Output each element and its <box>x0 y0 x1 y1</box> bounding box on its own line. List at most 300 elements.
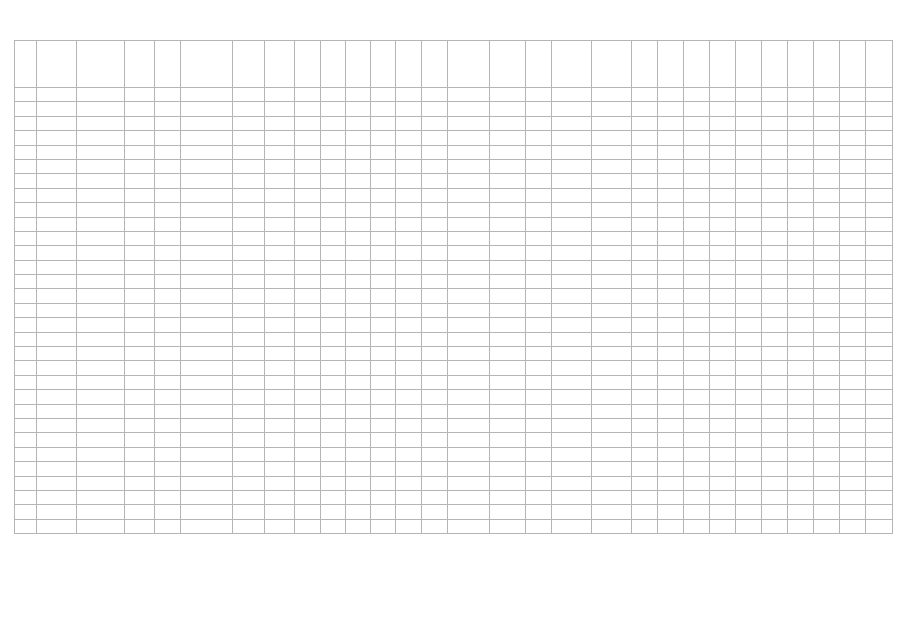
table-cell <box>155 188 181 202</box>
table-cell <box>77 332 125 346</box>
table-cell <box>762 174 788 188</box>
table-cell <box>788 519 814 533</box>
table-cell <box>736 519 762 533</box>
table-cell <box>632 404 658 418</box>
table-cell <box>814 418 840 432</box>
table-cell <box>762 390 788 404</box>
col-header <box>526 41 552 88</box>
table-cell <box>552 203 592 217</box>
table-cell <box>77 318 125 332</box>
table-cell <box>736 433 762 447</box>
table-cell <box>37 188 77 202</box>
table-cell <box>37 102 77 116</box>
table-cell <box>233 289 265 303</box>
table-cell <box>592 519 632 533</box>
table-cell <box>710 375 736 389</box>
table-cell <box>346 447 371 461</box>
table-cell <box>552 347 592 361</box>
table-cell <box>371 131 396 145</box>
table-cell <box>592 131 632 145</box>
table-cell <box>37 289 77 303</box>
table-cell <box>181 433 233 447</box>
table-cell <box>321 131 346 145</box>
table-cell <box>592 88 632 102</box>
table-cell <box>762 131 788 145</box>
table-cell <box>840 433 866 447</box>
table-cell <box>181 375 233 389</box>
col-header <box>814 41 840 88</box>
table-row <box>15 188 893 202</box>
table-cell <box>37 159 77 173</box>
table-cell <box>840 375 866 389</box>
table-cell <box>632 260 658 274</box>
table-cell <box>265 174 295 188</box>
table-cell <box>814 260 840 274</box>
table-cell <box>321 332 346 346</box>
table-cell <box>632 203 658 217</box>
table-cell <box>592 303 632 317</box>
table-cell <box>295 174 321 188</box>
table-cell <box>490 390 526 404</box>
table-cell <box>448 217 490 231</box>
table-cell <box>77 131 125 145</box>
table-cell <box>233 361 265 375</box>
table-cell <box>346 188 371 202</box>
table-cell <box>736 145 762 159</box>
table-cell <box>77 447 125 461</box>
table-cell <box>762 433 788 447</box>
table-cell <box>736 88 762 102</box>
table-cell <box>490 116 526 130</box>
table-cell <box>321 188 346 202</box>
table-cell <box>422 447 448 461</box>
table-cell <box>321 476 346 490</box>
table-cell <box>490 145 526 159</box>
table-cell <box>321 260 346 274</box>
table-cell <box>736 361 762 375</box>
table-cell <box>181 231 233 245</box>
table-cell <box>396 145 422 159</box>
table-cell <box>346 462 371 476</box>
table-cell <box>37 145 77 159</box>
table-cell <box>632 174 658 188</box>
table-cell <box>371 188 396 202</box>
table-cell <box>346 390 371 404</box>
table-cell <box>526 433 552 447</box>
table-cell <box>396 361 422 375</box>
table-cell <box>396 332 422 346</box>
table-cell <box>762 490 788 504</box>
table-cell <box>490 159 526 173</box>
table-cell <box>490 275 526 289</box>
table-cell <box>155 447 181 461</box>
table-cell <box>762 375 788 389</box>
table-cell <box>814 102 840 116</box>
table-cell <box>371 289 396 303</box>
table-cell <box>736 476 762 490</box>
table-cell <box>684 490 710 504</box>
table-cell <box>788 318 814 332</box>
table-cell <box>866 447 893 461</box>
table-cell <box>840 159 866 173</box>
table-cell <box>552 246 592 260</box>
table-cell <box>396 246 422 260</box>
table-cell <box>77 188 125 202</box>
table-cell <box>125 433 155 447</box>
table-cell <box>396 260 422 274</box>
table-cell <box>155 203 181 217</box>
table-cell <box>552 303 592 317</box>
table-cell <box>788 361 814 375</box>
table-cell <box>321 246 346 260</box>
table-cell <box>526 447 552 461</box>
table-cell <box>814 246 840 260</box>
table-cell <box>321 116 346 130</box>
table-cell <box>321 490 346 504</box>
table-cell <box>448 505 490 519</box>
table-cell <box>684 462 710 476</box>
table-cell <box>632 318 658 332</box>
col-header <box>552 41 592 88</box>
table-cell <box>321 174 346 188</box>
table-cell <box>15 418 37 432</box>
table-row <box>15 246 893 260</box>
table-row <box>15 433 893 447</box>
table-cell <box>710 116 736 130</box>
col-header <box>684 41 710 88</box>
table-cell <box>448 462 490 476</box>
table-cell <box>422 462 448 476</box>
table-cell <box>37 404 77 418</box>
table-cell <box>788 88 814 102</box>
table-cell <box>840 231 866 245</box>
table-cell <box>396 289 422 303</box>
table-cell <box>422 433 448 447</box>
table-cell <box>346 275 371 289</box>
table-cell <box>155 418 181 432</box>
table-cell <box>155 289 181 303</box>
table-cell <box>155 318 181 332</box>
table-cell <box>866 490 893 504</box>
table-cell <box>181 289 233 303</box>
table-cell <box>321 289 346 303</box>
table-cell <box>155 347 181 361</box>
table-cell <box>866 246 893 260</box>
table-cell <box>658 361 684 375</box>
table-cell <box>77 88 125 102</box>
table-row <box>15 217 893 231</box>
table-cell <box>552 260 592 274</box>
col-header <box>233 41 265 88</box>
table-cell <box>422 131 448 145</box>
table-cell <box>422 347 448 361</box>
table-cell <box>346 418 371 432</box>
table-cell <box>684 275 710 289</box>
table-cell <box>840 303 866 317</box>
table-cell <box>762 418 788 432</box>
table-cell <box>632 145 658 159</box>
table-cell <box>736 203 762 217</box>
table-cell <box>658 217 684 231</box>
table-cell <box>788 462 814 476</box>
table-cell <box>371 462 396 476</box>
table-cell <box>736 462 762 476</box>
table-cell <box>371 519 396 533</box>
table-cell <box>592 318 632 332</box>
table-cell <box>736 418 762 432</box>
table-cell <box>265 476 295 490</box>
table-cell <box>233 519 265 533</box>
table-cell <box>710 404 736 418</box>
table-cell <box>736 289 762 303</box>
table-cell <box>632 519 658 533</box>
table-cell <box>592 404 632 418</box>
table-cell <box>233 188 265 202</box>
table-cell <box>552 131 592 145</box>
table-cell <box>15 131 37 145</box>
table-cell <box>295 347 321 361</box>
table-cell <box>371 275 396 289</box>
table-cell <box>321 462 346 476</box>
table-cell <box>710 88 736 102</box>
table-cell <box>814 318 840 332</box>
table-cell <box>15 246 37 260</box>
table-cell <box>866 375 893 389</box>
table-cell <box>814 490 840 504</box>
table-cell <box>125 390 155 404</box>
table-cell <box>321 433 346 447</box>
table-body <box>15 88 893 534</box>
table-cell <box>448 159 490 173</box>
table-cell <box>526 476 552 490</box>
table-cell <box>77 476 125 490</box>
table-cell <box>592 447 632 461</box>
table-cell <box>684 145 710 159</box>
table-cell <box>592 390 632 404</box>
table-cell <box>15 433 37 447</box>
table-cell <box>295 476 321 490</box>
table-cell <box>710 145 736 159</box>
table-cell <box>736 375 762 389</box>
table-cell <box>37 246 77 260</box>
table-cell <box>295 447 321 461</box>
table-cell <box>710 275 736 289</box>
table-cell <box>632 375 658 389</box>
table-cell <box>710 102 736 116</box>
table-cell <box>490 490 526 504</box>
table-cell <box>840 462 866 476</box>
table-cell <box>77 231 125 245</box>
table-cell <box>788 433 814 447</box>
table-cell <box>592 462 632 476</box>
table-cell <box>448 361 490 375</box>
table-cell <box>448 260 490 274</box>
table-cell <box>736 275 762 289</box>
table-cell <box>840 217 866 231</box>
table-cell <box>490 347 526 361</box>
table-cell <box>295 102 321 116</box>
table-cell <box>840 447 866 461</box>
table-cell <box>788 505 814 519</box>
table-cell <box>125 116 155 130</box>
table-cell <box>321 404 346 418</box>
table-cell <box>125 246 155 260</box>
table-cell <box>736 102 762 116</box>
table-cell <box>181 159 233 173</box>
table-cell <box>632 476 658 490</box>
table-cell <box>448 88 490 102</box>
table-cell <box>814 116 840 130</box>
table-cell <box>181 188 233 202</box>
table-cell <box>710 462 736 476</box>
table-cell <box>233 159 265 173</box>
table-cell <box>346 332 371 346</box>
table-cell <box>840 332 866 346</box>
table-cell <box>346 246 371 260</box>
table-cell <box>15 203 37 217</box>
table-cell <box>37 275 77 289</box>
col-header <box>592 41 632 88</box>
table-cell <box>265 375 295 389</box>
table-row <box>15 289 893 303</box>
table-cell <box>233 462 265 476</box>
table-cell <box>265 361 295 375</box>
table-cell <box>592 347 632 361</box>
table-cell <box>295 404 321 418</box>
table-cell <box>37 519 77 533</box>
table-cell <box>371 318 396 332</box>
table-cell <box>788 275 814 289</box>
table-cell <box>448 404 490 418</box>
table-cell <box>346 519 371 533</box>
table-cell <box>422 490 448 504</box>
table-cell <box>552 433 592 447</box>
table-cell <box>592 102 632 116</box>
table-cell <box>295 116 321 130</box>
table-cell <box>814 231 840 245</box>
table-cell <box>77 102 125 116</box>
table-cell <box>346 303 371 317</box>
table-cell <box>684 390 710 404</box>
table-cell <box>736 318 762 332</box>
table-row <box>15 332 893 346</box>
table-cell <box>265 246 295 260</box>
table-cell <box>371 476 396 490</box>
table-cell <box>233 303 265 317</box>
table-cell <box>295 490 321 504</box>
table-cell <box>321 375 346 389</box>
table-cell <box>684 404 710 418</box>
table-cell <box>710 476 736 490</box>
table-cell <box>684 102 710 116</box>
table-cell <box>762 289 788 303</box>
table-cell <box>526 246 552 260</box>
table-cell <box>762 116 788 130</box>
table-cell <box>490 131 526 145</box>
table-cell <box>762 462 788 476</box>
table-cell <box>155 145 181 159</box>
table-cell <box>77 217 125 231</box>
table-cell <box>866 433 893 447</box>
table-cell <box>155 231 181 245</box>
table-cell <box>396 462 422 476</box>
col-header <box>321 41 346 88</box>
table-cell <box>710 246 736 260</box>
table-cell <box>866 188 893 202</box>
table-cell <box>233 390 265 404</box>
table-cell <box>125 375 155 389</box>
table-cell <box>15 116 37 130</box>
table-cell <box>840 361 866 375</box>
table-row <box>15 490 893 504</box>
table-cell <box>736 174 762 188</box>
table-cell <box>396 519 422 533</box>
table-cell <box>710 418 736 432</box>
table-cell <box>233 145 265 159</box>
table-cell <box>710 361 736 375</box>
table-cell <box>155 361 181 375</box>
table-cell <box>632 131 658 145</box>
table-cell <box>448 519 490 533</box>
table-cell <box>371 145 396 159</box>
table-cell <box>233 231 265 245</box>
table-cell <box>762 145 788 159</box>
table-cell <box>396 390 422 404</box>
table-cell <box>396 490 422 504</box>
table-cell <box>866 217 893 231</box>
table-cell <box>371 260 396 274</box>
table-cell <box>181 332 233 346</box>
table-cell <box>77 159 125 173</box>
table-cell <box>448 102 490 116</box>
table-row <box>15 476 893 490</box>
table-cell <box>684 332 710 346</box>
table-cell <box>814 159 840 173</box>
table-cell <box>552 361 592 375</box>
table-cell <box>448 246 490 260</box>
table-cell <box>346 203 371 217</box>
table-cell <box>265 490 295 504</box>
table-cell <box>762 88 788 102</box>
col-header <box>422 41 448 88</box>
table-cell <box>840 260 866 274</box>
table-cell <box>762 231 788 245</box>
table-cell <box>788 390 814 404</box>
table-cell <box>632 188 658 202</box>
table-cell <box>396 116 422 130</box>
table-cell <box>77 116 125 130</box>
table-cell <box>346 490 371 504</box>
table-cell <box>181 246 233 260</box>
table-cell <box>866 102 893 116</box>
col-header <box>762 41 788 88</box>
table-cell <box>736 505 762 519</box>
table-cell <box>490 476 526 490</box>
table-cell <box>181 260 233 274</box>
table-cell <box>155 88 181 102</box>
table-cell <box>295 188 321 202</box>
table-cell <box>526 116 552 130</box>
header-row <box>15 41 893 88</box>
table-cell <box>814 88 840 102</box>
table-cell <box>632 303 658 317</box>
table-cell <box>77 260 125 274</box>
table-cell <box>321 159 346 173</box>
table-cell <box>37 433 77 447</box>
table-cell <box>15 375 37 389</box>
table-cell <box>592 174 632 188</box>
table-cell <box>422 159 448 173</box>
